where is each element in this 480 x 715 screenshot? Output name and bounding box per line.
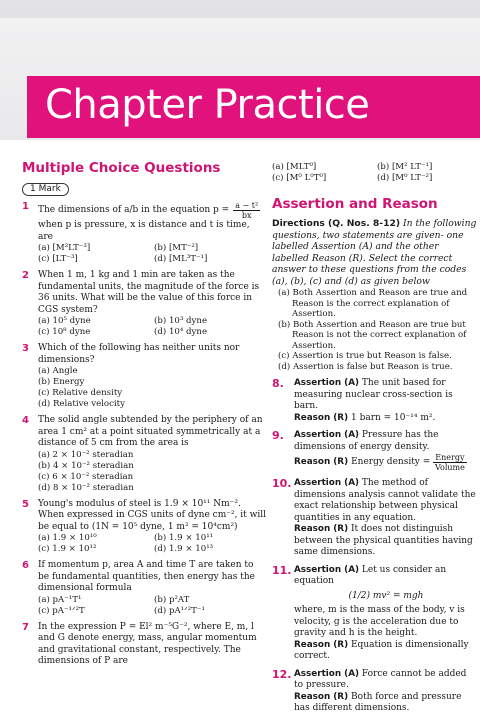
option-c: (c) [LT⁻³] <box>38 254 78 264</box>
assertion <box>294 565 478 588</box>
assertion-label: Assertion (A) <box>294 430 360 440</box>
reason-label: Reason (R) <box>294 691 349 702</box>
question-number: 11. <box>272 563 292 577</box>
question-text: Which of the following has neither units nor dimensions? <box>38 343 240 365</box>
question-3 <box>22 343 266 410</box>
question-number: 8. <box>272 377 284 390</box>
fraction-numerator: Energy <box>435 453 465 462</box>
option-d: (d) Relative velocity <box>38 399 125 409</box>
assertion-label: Assertion (A) <box>294 668 360 679</box>
fraction-denominator: bx <box>241 211 252 220</box>
reason <box>294 413 478 425</box>
question-7-options <box>272 162 478 184</box>
code-d: (d) Assertion is false but Reason is true. <box>278 361 453 372</box>
option-c: (c) Relative density <box>38 388 123 398</box>
reason <box>294 524 478 559</box>
option-a: (a) Angle <box>38 366 78 376</box>
option-b: (b) [MT⁻²] <box>154 243 199 253</box>
mark-badge: 1 Mark <box>22 183 69 196</box>
option-b: (b) p²AT <box>154 594 190 605</box>
assertion-section-title: Assertion and Reason <box>272 196 438 212</box>
question-12 <box>272 669 478 715</box>
question-number: 5 <box>22 498 29 510</box>
question-number: 1 <box>22 201 29 212</box>
options <box>38 595 266 617</box>
reason-label: Reason (R) <box>294 524 349 534</box>
code-a: (a) Both Assertion and Reason are true and Reason is the correct explanation of Assertion. <box>278 288 468 319</box>
option-d: (d) [M⁰ LT⁻²] <box>377 173 433 183</box>
assertion <box>294 378 478 413</box>
reason <box>294 640 478 663</box>
option-b: (b) [M² LT⁻¹] <box>377 162 433 172</box>
option-c: (c) 1.9 × 10¹² <box>38 544 97 554</box>
option-b: (b) Energy <box>38 377 85 387</box>
directions <box>272 218 478 287</box>
question-4 <box>22 415 266 494</box>
question-text: The solid angle subtended by the periphery of an area 1 cm² at a point situated symmetrically at a distance of 5 cm from the area is <box>38 415 263 448</box>
assertion-text: The unit based for measuring nuclear cross-section is barn. <box>294 378 453 411</box>
question-number: 2 <box>22 270 29 281</box>
reason-label: Reason (R) <box>294 456 349 467</box>
question-7 <box>22 622 266 668</box>
question-number: 9. <box>272 429 284 442</box>
reason-text: Both force and pressure has different dimensions. <box>294 691 462 713</box>
question-9 <box>272 430 478 472</box>
option-a: (a) pA⁻¹T¹ <box>38 594 82 605</box>
question-text: When 1 m, 1 kg and 1 min are taken as the fundamental units, the magnitude of the force is 36 units. What will be the value of this force in CGS system? <box>38 270 260 315</box>
question-text: The dimensions of a/b in the equation p = <box>38 204 230 215</box>
left-column <box>22 160 266 668</box>
chapter-banner <box>27 76 480 138</box>
assertion-label: Assertion (A) <box>294 378 360 388</box>
option-d: (d) 10⁴ dyne <box>154 327 208 337</box>
reason-text: It does not distinguish between the physical quantities having same dimensions. <box>294 524 473 557</box>
assertion-text: The method of dimensions analysis cannot validate the exact relationship between physical quantities in any equation. <box>294 478 476 523</box>
option-d: (d) 8 × 10⁻² steradian <box>38 482 134 493</box>
chapter-title: Chapter Practice <box>45 82 370 128</box>
question-text: In the expression P = El² m⁻⁵G⁻², where E, m, l and G denote energy, mass, angular momentum and gravitational constant, respectively. The dimensions of P are <box>38 621 257 666</box>
option-d: (d) 1.9 × 10¹³ <box>154 544 214 554</box>
option-c: (c) 10⁸ dyne <box>38 327 91 337</box>
assertion <box>294 478 478 524</box>
question-number: 10. <box>272 477 292 490</box>
fraction-numerator: a − t² <box>235 201 259 210</box>
option-d: (d) [ML³T⁻¹] <box>154 254 208 264</box>
fraction <box>233 201 260 220</box>
option-c: (c) [M⁰ L⁰T⁰] <box>272 173 327 183</box>
reason-text: Energy density = <box>351 456 431 467</box>
question-5 <box>22 499 266 556</box>
option-a: (a) 2 × 10⁻² steradian <box>38 449 134 460</box>
options <box>38 316 266 338</box>
question-text: Young's modulus of steel is 1.9 × 10¹¹ Nm⁻². When expressed in CGS units of dyne cm⁻², it will be equal to (1N = 10⁵ dyne, 1 m² = 10⁴cm²) <box>38 498 267 532</box>
option-a: (a) 10⁵ dyne <box>38 316 91 326</box>
option-b: (b) 1.9 × 10¹¹ <box>154 533 214 543</box>
code-c: (c) Assertion is true but Reason is false. <box>278 351 452 361</box>
equation: (1/2) mv² = mgh <box>348 590 424 601</box>
directions-label: Directions (Q. Nos. 8-12) <box>272 218 401 229</box>
option-b: (b) 4 × 10⁻² steradian <box>38 460 134 471</box>
assertion-text: Pressure has the dimensions of energy density. <box>294 430 439 452</box>
assertion-text: Force cannot be added to pressure. <box>294 668 467 690</box>
option-c: (c) pA⁻¹ᐟ²T <box>38 605 85 616</box>
question-10 <box>272 478 478 559</box>
options <box>38 243 266 265</box>
question-number: 12. <box>272 667 292 681</box>
assertion-text: Let us consider an equation <box>294 564 447 586</box>
question-text-cont: when p is pressure, x is distance and t is time, are <box>38 220 250 242</box>
mcq-section-title: Multiple Choice Questions <box>22 160 221 176</box>
assertion-label: Assertion (A) <box>294 564 360 575</box>
assertion-label: Assertion (A) <box>294 478 360 488</box>
question-number: 3 <box>22 343 29 354</box>
reason-label: Reason (R) <box>294 639 349 650</box>
question-number: 7 <box>22 621 29 633</box>
reason-text: 1 barn = 10⁻¹⁴ m². <box>350 412 436 423</box>
question-number: 4 <box>22 415 29 426</box>
question-1 <box>22 201 266 265</box>
question-stem <box>38 201 266 220</box>
question-8 <box>272 378 478 424</box>
options <box>38 366 266 410</box>
option-b: (b) 10³ dyne <box>154 316 208 326</box>
directions-text: In the following questions, two statements are given- one labelled Assertion (A) and the other labelled Reason (R). Select the correct answer to these questions from the codes (a), (b), (c) and (d) as given below <box>272 218 477 287</box>
question-number: 6 <box>22 560 29 571</box>
assertion-text-cont: where, m is the mass of the body, v is velocity, g is the acceleration due to gravity and h is the height. <box>294 605 465 638</box>
question-2 <box>22 270 266 338</box>
reason-label: Reason (R) <box>294 412 349 423</box>
options <box>38 450 266 494</box>
fraction <box>433 453 466 472</box>
reason <box>294 453 467 472</box>
option-c: (c) 6 × 10⁻² steradian <box>38 471 134 482</box>
option-a: (a) [M²LT⁻³] <box>38 243 91 253</box>
header-stripe <box>0 0 480 18</box>
assertion <box>294 669 478 692</box>
question-6 <box>22 560 266 617</box>
question-11 <box>272 565 478 663</box>
options <box>38 533 266 555</box>
answer-codes <box>272 288 478 372</box>
code-b: (b) Both Assertion and Reason are true but Reason is not the correct explanation of Assertion. <box>278 319 467 351</box>
fraction-denominator: Volume <box>434 463 465 472</box>
option-a: (a) [MLT⁰] <box>272 162 317 172</box>
reason-text: Equation is dimensionally correct. <box>294 639 469 661</box>
assertion <box>294 430 478 453</box>
question-text: If momentum p, area A and time T are taken to be fundamental quantities, then energy has the dimensional formula <box>38 560 255 593</box>
option-a: (a) 1.9 × 10¹⁰ <box>38 533 97 543</box>
reason <box>294 692 478 715</box>
option-d: (d) pA¹ᐟ²T⁻¹ <box>154 605 205 616</box>
right-column <box>272 162 478 715</box>
